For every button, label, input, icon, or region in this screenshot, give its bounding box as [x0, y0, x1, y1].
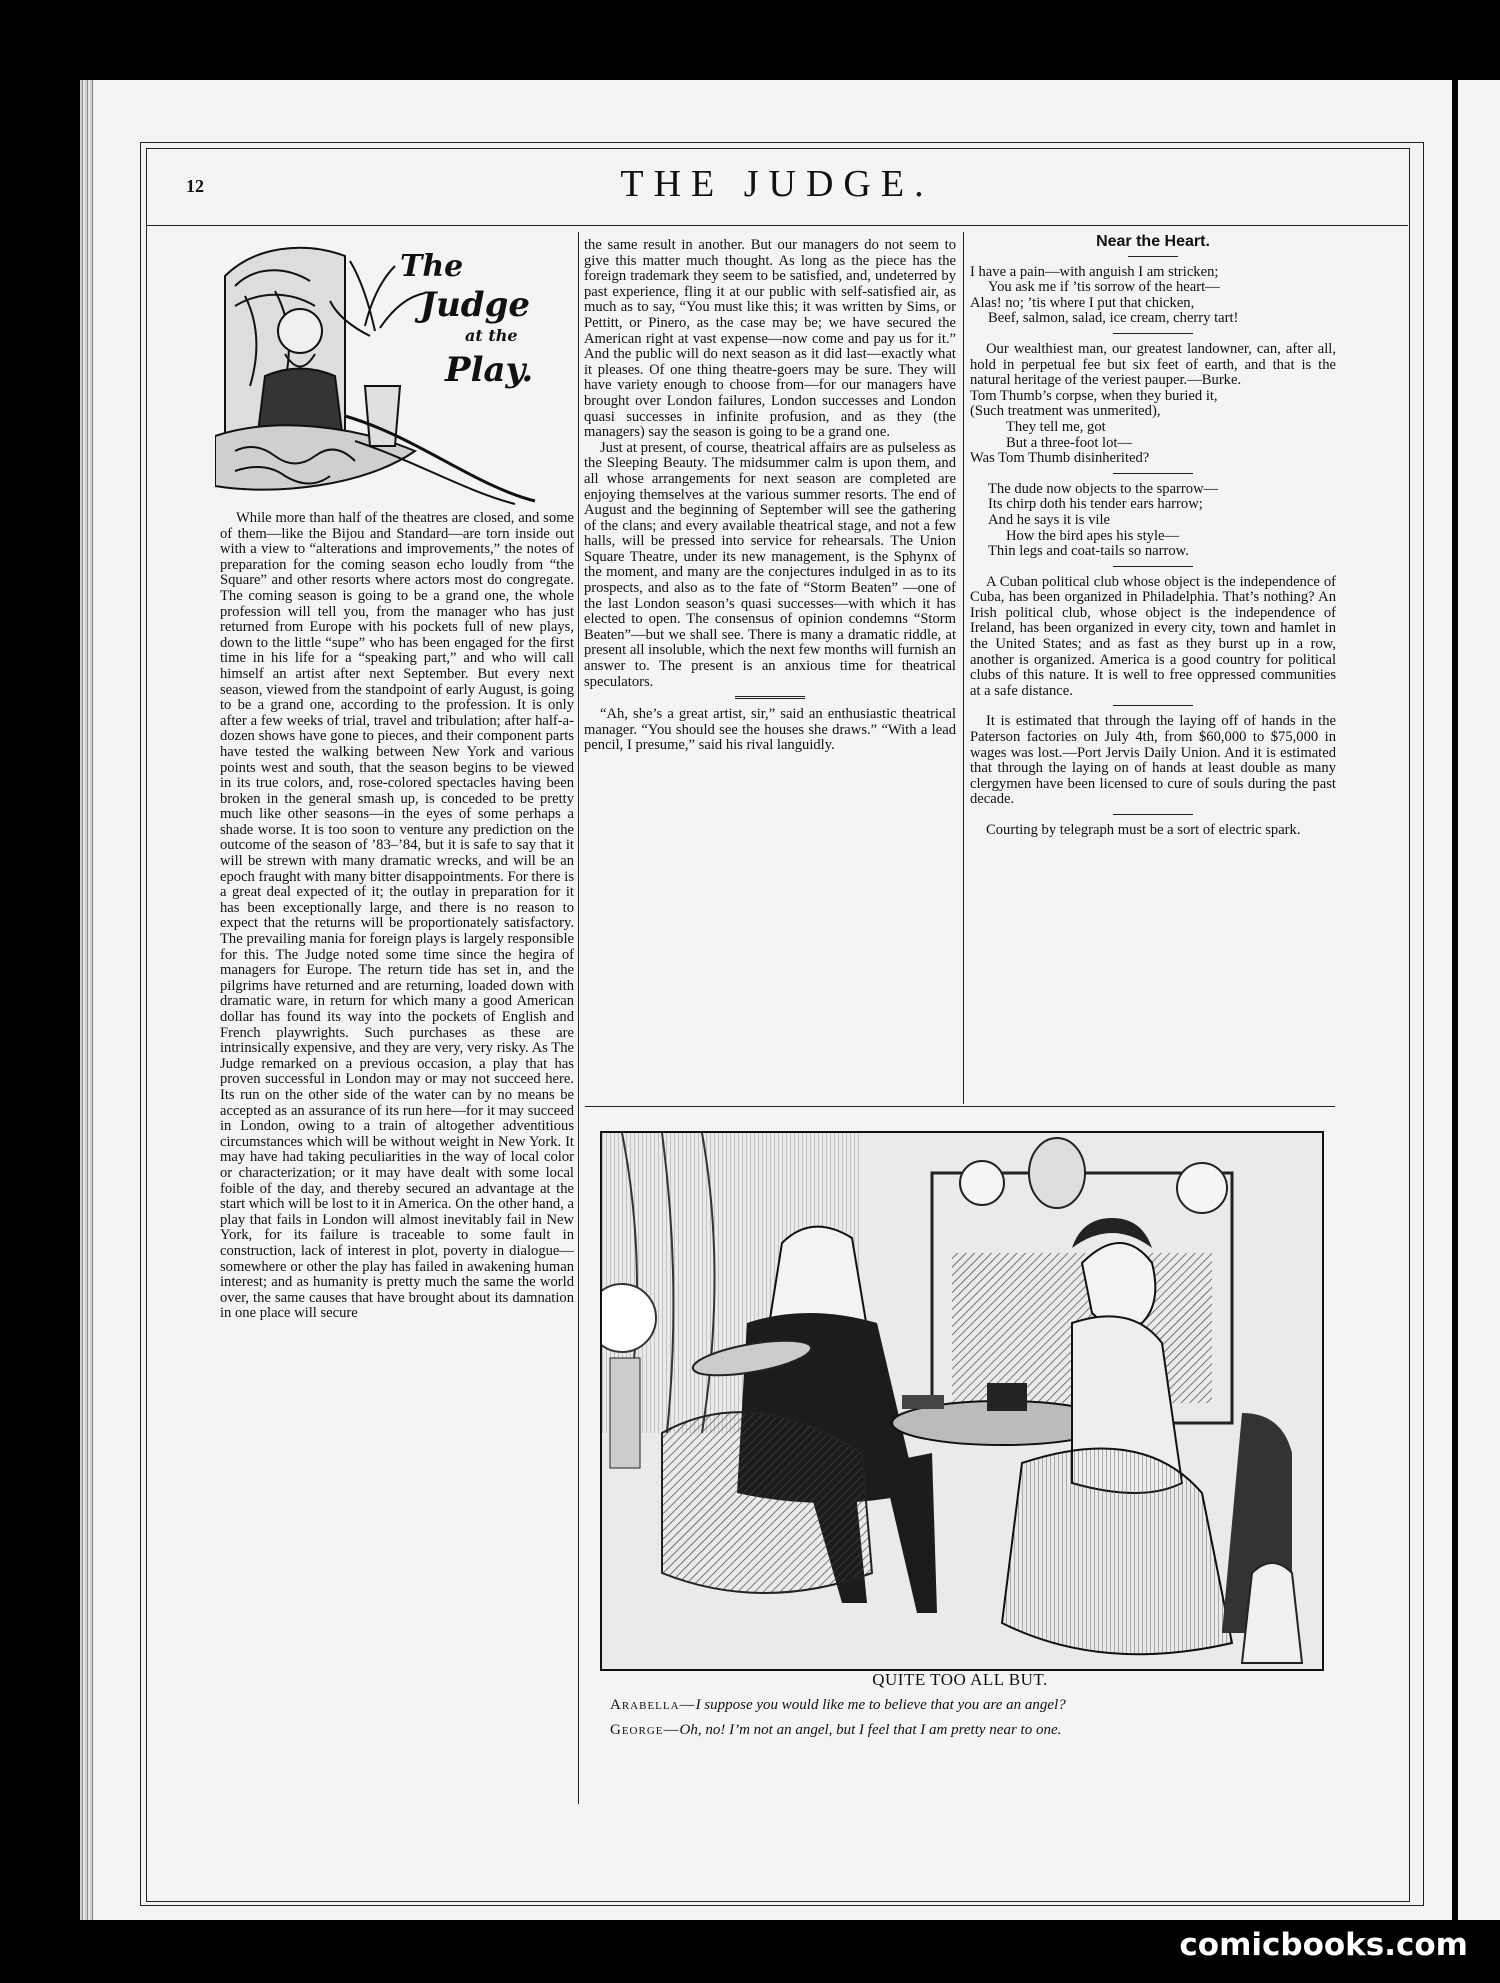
item-divider: [1113, 473, 1193, 474]
cuban-club-item: A Cuban political club whose object is the independence of Cuba, has been organized in Philadelphia. That’s nothing? An Irish political club, whose object is the independence of Ireland, has been organized in every city, town and hamlet in the United States; and as fast as they burst up in a row, another is organized. America is a good country for political clubs of this nature. It is well to free oppressed communities at a safe distance.: [970, 573, 1336, 699]
article-column-2: [584, 238, 956, 754]
page-header: [146, 148, 1408, 236]
arabella-line: I suppose you would like me to believe that you are an angel?: [695, 1697, 1066, 1713]
george-line: Oh, no! I’m not an angel, but I feel that I am pretty near to one.: [679, 1722, 1062, 1738]
poem-line: (Such treatment was unmerited),: [970, 403, 1161, 420]
cartoon-illustration: [600, 1131, 1324, 1671]
poem-near-the-heart: [970, 265, 1336, 327]
poem-sparrow: [970, 482, 1336, 560]
next-page-edge: [1452, 80, 1500, 1920]
section-divider: [735, 696, 805, 699]
page-spine: [80, 80, 94, 1920]
article-column-1: [220, 511, 574, 1322]
article-paragraph-2: the same result in another. But our managers do not seem to give this matter much thought. As long as the piece has the foreign trademark they seem to be satisfied, and, undeterred by past experience, fling it at our public with self-satisfied air, as much as to say, “You must like this; it was written by Sims, or Pettitt, or Pinero, as the case may be; we have secured the American right at vast expense—now come and pay us for it.” And the public will do next season as it did last—exactly what it pleases. Of one thing theatre-goers may be sure. They will have variety enough to choose from—for our managers have brought over London failures, London successes and London quasi successes in infinite profusion, and as they (the managers) say the season is going to be a grand one.: [584, 237, 956, 441]
vignette-title-line-3: at the: [465, 326, 518, 345]
parlor-scene-drawing: [602, 1133, 1322, 1669]
illustration-rule: [585, 1106, 1335, 1107]
judge-at-the-play-vignette: [215, 236, 555, 506]
cartoon-caption-title: QUITE TOO ALL BUT.: [872, 1670, 1048, 1689]
cartoon-caption-line-1: [610, 1697, 1330, 1714]
column-rule-1: [578, 232, 579, 1804]
vignette-title-line-1: The: [400, 249, 464, 284]
speaker-george: George—: [610, 1722, 680, 1738]
anecdote-paragraph: “Ah, she’s a great artist, sir,” said an enthusiastic theatrical manager. “You should see the houses she draws.” “With a lead pencil, I presume,” said his rival languidly.: [584, 706, 956, 754]
poem-line: Was Tom Thumb disinherited?: [970, 450, 1150, 467]
poem-line: They tell me, got: [1006, 418, 1106, 435]
poem-line: Its chirp doth his tender ears harrow;: [988, 496, 1203, 513]
poem-line: You ask me if ’tis sorrow of the heart—: [988, 279, 1220, 296]
poem-line: Alas! no; ’tis where I put that chicken,: [970, 294, 1195, 311]
poem-line: The dude now objects to the sparrow—: [988, 480, 1219, 497]
vignette-title-line-4: Play.: [445, 350, 534, 390]
header-rule: [146, 225, 1408, 226]
courting-item: Courting by telegraph must be a sort of electric spark.: [986, 822, 1301, 838]
poem-line: But a three-foot lot—: [1006, 434, 1133, 451]
page-number: 12: [186, 176, 204, 196]
burke-quote: Our wealthiest man, our greatest landowner, can, after all, hold in perpetual fee but six feet of earth, and that is the natural heritage of the veriest pauper.—Burke.: [970, 340, 1336, 389]
poem-line: How the bird apes his style—: [1006, 527, 1180, 544]
item-divider: [1113, 333, 1193, 334]
poem-line: I have a pain—with anguish I am stricken;: [970, 263, 1219, 280]
poem-title: Near the Heart.: [1096, 233, 1210, 250]
article-column-3: [970, 232, 1336, 839]
speaker-arabella: Arabella—: [610, 1697, 696, 1713]
scan-margin: [0, 80, 80, 1920]
paterson-item: It is estimated that through the laying off of hands in the Paterson factories on July 4th, from $60,000 to $75,000 in wages was lost.—Port Jervis Daily Union. And it is estimated that through the laying on of hands at least double as many clergymen have been licensed to cure of souls during the past decade.: [970, 713, 1336, 808]
masthead-title: THE JUDGE.: [620, 163, 934, 205]
source-watermark: comicbooks.com: [1179, 1927, 1468, 1963]
poem-tom-thumb: [970, 389, 1336, 467]
poem-line: Tom Thumb’s corpse, when they buried it,: [970, 387, 1218, 404]
cartoon-caption-line-2: [610, 1722, 1330, 1739]
article-paragraph-1: While more than half of the theatres are closed, and some of them—like the Bijou and Standard—are torn inside out with a view to “alterations and improvements,” the notes of preparation for the coming season echo loudly from “the Square” and other resorts where actors most do congregate. The coming season is going to be a grand one, the whole profession will tell you, from the manager who has just returned from Europe with his pockets full of new plays, down to the little “supe” who has been engaged for the first time in his life for a “speaking part,” and who will call himself an artist after next September. But every next season, viewed from the standpoint of early August, is going to be a grand one, according to the profession. It is only after a few weeks of trial, travel and tribulation; after half-a-dozen shows have gone to pieces, and their component parts have tested the walking between New York and various points west and south, that the season begins to be viewed in its true colors, and, rose-colored spectacles having been broken in the general smash up, is conceded to be pretty much like other seasons—in the eyes of some perhaps a shade worse. It is too soon to venture any prediction on the outcome of the season of ’83–’84, but it is safe to say that it will be strewn with many dramatic wrecks, and will be an epoch fraught with many bitter disappointments. For there is a great deal expected of it; the outlay in preparation for it has been exceptionally large, and there is no reason to expect that the returns will be proportionately satisfactory. The prevailing mania for foreign plays is largely responsible for this. The Judge noted some time since the hegira of managers for Europe. The return tide has set in, and the pilgrims have returned and are returning, loaded down with dramatic ware, in return for which many a good American dollar has found its way into the pockets of English and French playwrights. Such purchases as these are intrinsically expensive, and they are very, very risky. As The Judge remarked on a previous occasion, a play that has proven successful in London may or may not succeed here. Its run on the other side of the water can by no means be accepted as an assurance of its run here—for it may succeed in London, owing to a train of altogether adventitious circumstances which will be without weight in New York. It may have had taking peculiarities in the way of local color or characterization; or it may have dealt with some local foible of the day, and thereby secured an advantage at the start which will be lost to it in America. On the other hand, a play that fails in London will almost inevitably fail in New York, for its failure is traceable to some fault in construction, lack of interest in plot, poverty in dialogue—somewhere or other the play has failed in awakening human interest; and as humanity is pretty much the same the world over, the same causes that have brought about its damnation in one place will secure: [220, 510, 574, 1322]
article-paragraph-3: Just at present, of course, theatrical affairs are as pulseless as the Sleeping Beauty. The midsummer calm is upon them, and all whose arrangements for next season are completed are enjoying themselves at the various summer resorts. The end of August and the beginning of September will see the gathering of the clans; and every available theatrical stage, and not a few halls, will be pressed into service for rehearsals. The Union Square Theatre, under its new management, is the Sphynx of the moment, and many are the conjectures indulged in as to its prospects, and also as to the fate of “Storm Beaten” —one of the last London season’s quasi successes—with which it has elected to open. The consensus of opinion condemns “Storm Beaten”—but we shall see. There is many a dramatic riddle, at present all insoluble, which the next few months will furnish an answer to. The present is an anxious time for theatrical speculators.: [584, 439, 956, 690]
column-rule-2: [963, 232, 964, 1104]
poem-line: And he says it is vile: [988, 511, 1111, 528]
poem-line: Beef, salmon, salad, ice cream, cherry tart!: [988, 310, 1239, 327]
vignette-title-line-2: Judge: [420, 285, 530, 325]
item-divider: [1113, 814, 1193, 815]
item-divider: [1113, 566, 1193, 567]
poem-line: Thin legs and coat-tails so narrow.: [988, 543, 1189, 560]
item-divider: [1113, 705, 1193, 706]
title-rule: [1128, 256, 1178, 257]
